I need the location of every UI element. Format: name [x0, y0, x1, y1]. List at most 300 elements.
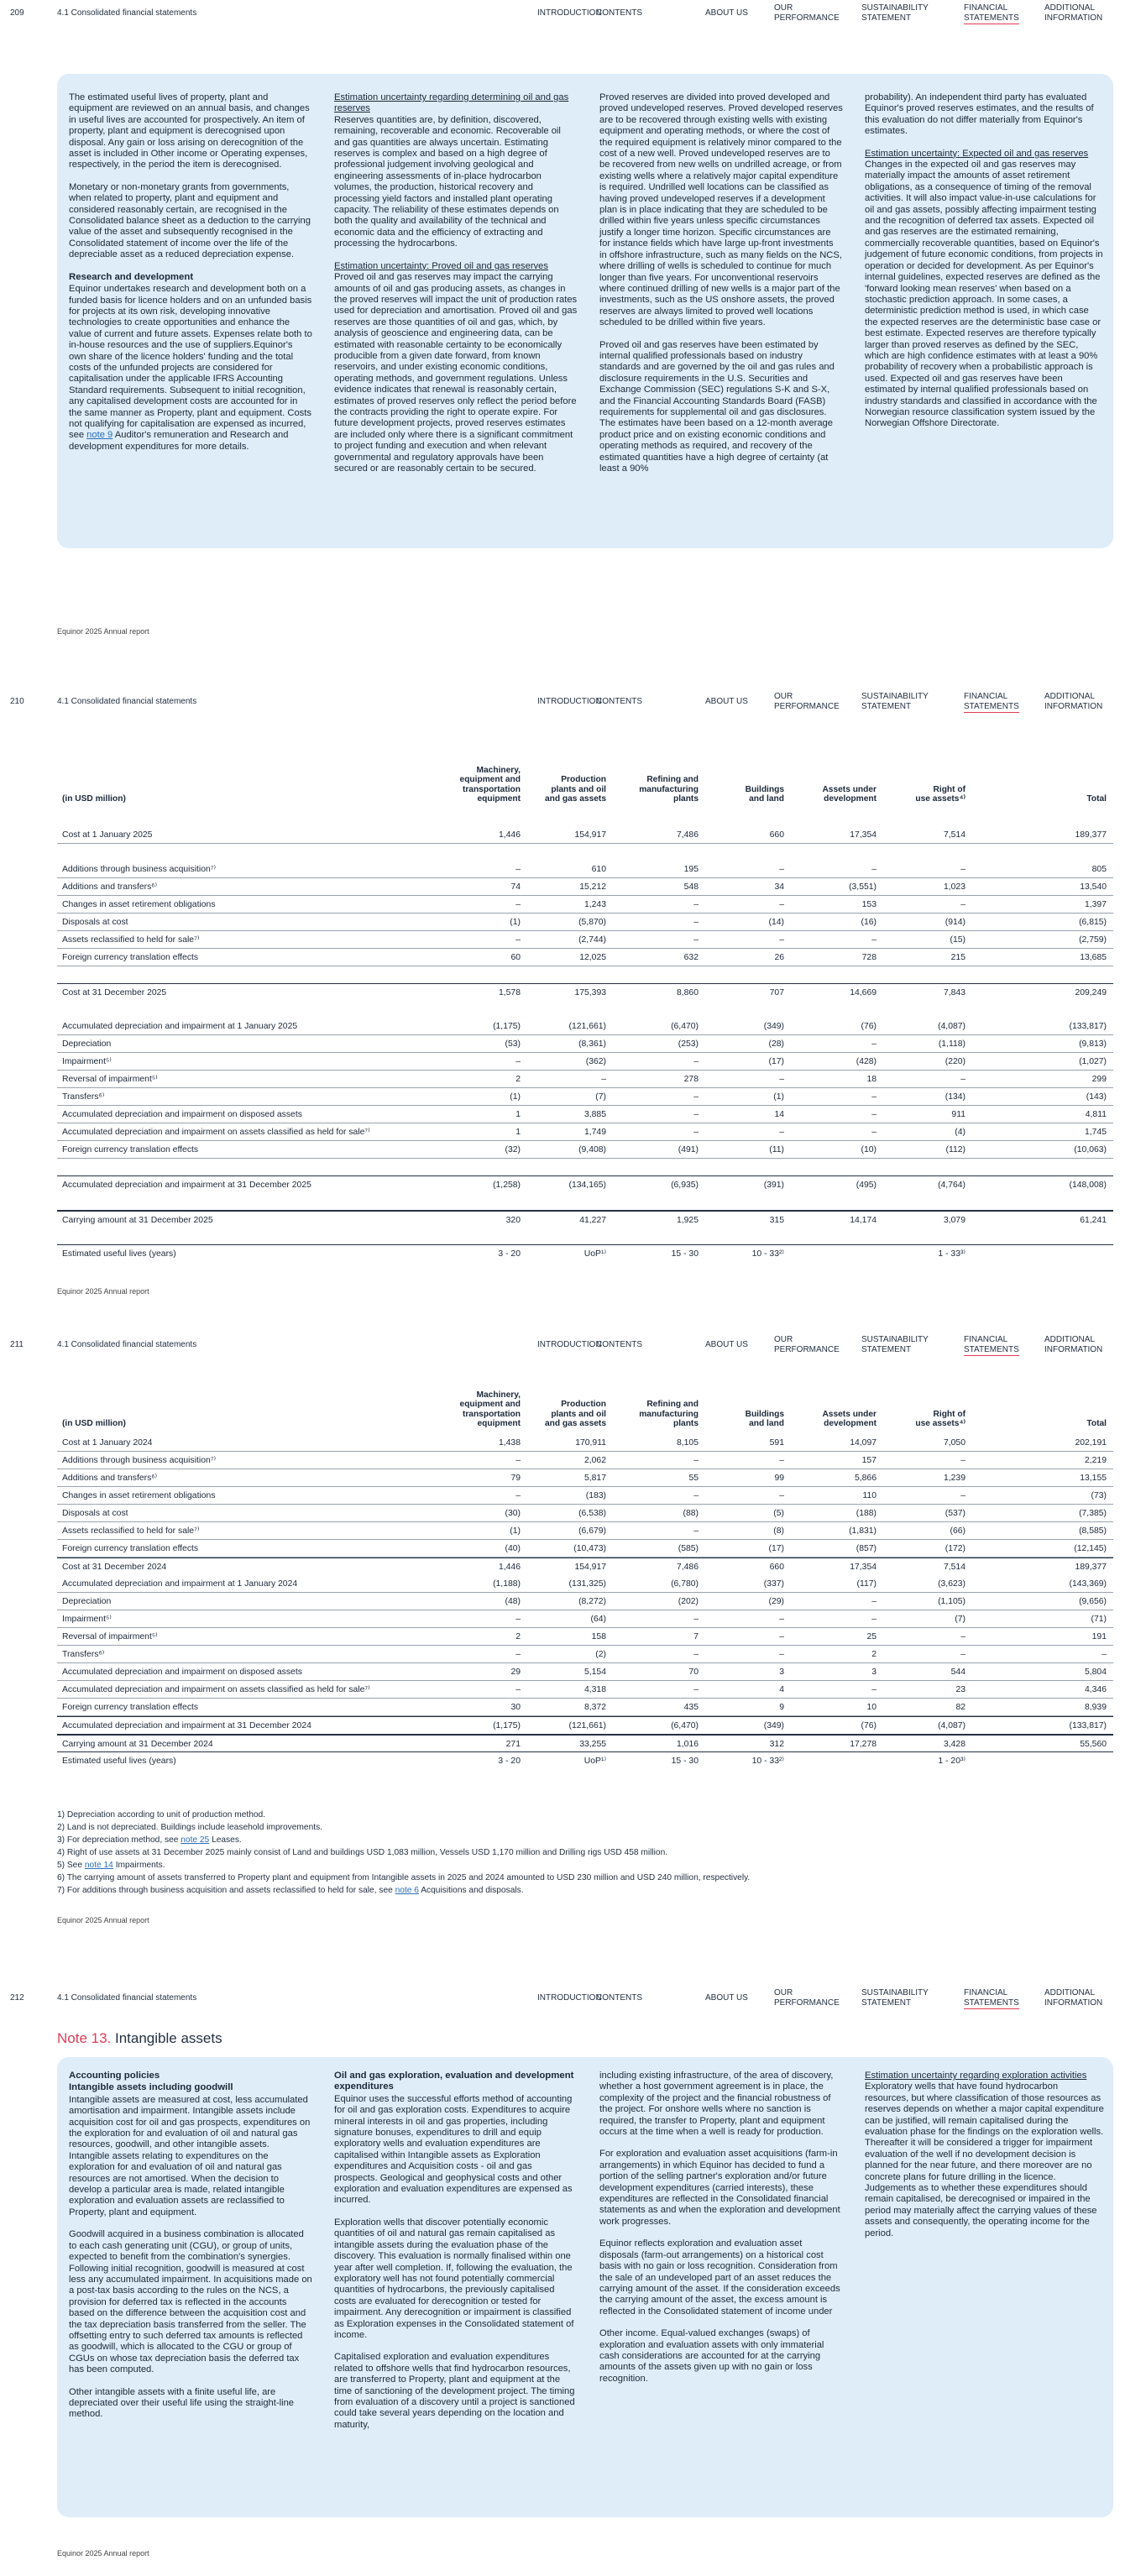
column-header-line: and gas assets [544, 794, 606, 804]
row-label: Cost at 31 December 2025 [62, 988, 167, 997]
table-header [57, 741, 1113, 809]
nav-link-introduction[interactable] [537, 1993, 602, 2003]
table-row [57, 1540, 1113, 1558]
cell-value: – [871, 1615, 877, 1624]
cell-value: 1 [515, 1110, 521, 1119]
row-label: Transfers⁶⁾ [62, 1650, 105, 1659]
column-header-line: and land [749, 1419, 784, 1429]
nav-link-line: FINANCIAL [964, 1335, 1008, 1344]
nav-link-line: STATEMENT [861, 702, 912, 711]
nav-link-about-us[interactable] [705, 1340, 748, 1350]
column-header-line: Machinery, [476, 1390, 521, 1400]
cell-value: (6,470) [671, 1022, 699, 1031]
cell-value: 17,354 [850, 1563, 877, 1572]
cell-value: 8,372 [583, 1703, 606, 1712]
cell-value: (1,105) [938, 1597, 965, 1606]
table-row [57, 1522, 1113, 1540]
cell-value: (11) [769, 1145, 784, 1154]
cell-value: – [515, 1615, 521, 1624]
column-header [801, 785, 877, 804]
table-row [57, 1469, 1113, 1487]
cell-value: (428) [856, 1057, 877, 1066]
column-header [801, 1410, 877, 1429]
cell-value: 4,318 [583, 1685, 606, 1694]
subheading: Intangible assets including goodwill [69, 2082, 233, 2093]
cell-value: (117) [856, 1579, 877, 1589]
nav-link-line: OUR [774, 1988, 793, 1997]
table-row [57, 1106, 1113, 1123]
nav-link-additional-information[interactable] [1044, 692, 1102, 712]
text-column-4 [865, 2071, 1104, 2250]
cell-value: (4,764) [938, 1181, 965, 1190]
paragraph-text: Exploration wells that discover potentially economic quantities of oil and natural gas remain capitalised as intangible assets during the evaluation phase of the discovery. This evaluation is normally finalised within one year after well completion. If, following the evaluation, the exploratory well has not found potentially commercial quantities of hydrocarbons, the previously capitalised costs are evaluated for derecognition or tested for impairment. Any derecognition or impairment is classified as Exploration expenses in the Consolidated statement of income. [334, 2217, 574, 2340]
row-label: Accumulated depreciation and impairment at 1 January 2024 [62, 1579, 298, 1589]
nav-link-contents[interactable] [596, 8, 642, 18]
cell-value: (1,831) [849, 1526, 877, 1536]
row-label: Cost at 1 January 2024 [62, 1438, 153, 1448]
cell-value: 5,817 [583, 1474, 606, 1483]
cell-value: – [693, 1456, 699, 1465]
row-label: Accumulated depreciation and impairment on assets classified as held for sale⁷⁾ [62, 1685, 370, 1694]
cell-value: – [515, 1456, 521, 1465]
footnote [57, 1872, 1107, 1884]
cell-value: – [693, 1092, 699, 1102]
column-header [890, 1410, 965, 1429]
cell-value: 41,227 [579, 1216, 606, 1225]
cell-value: (134) [945, 1092, 965, 1102]
paragraph-text: Proved oil and gas reserves have been estimated by internal qualified professionals based on industry standards and are governed by the oil and gas rules and disclosure requirements in the U.S. Securities and Exchange Commission (SEC) regulations S-K and S-X, and the Financial Accounting Standards Board (FASB) requirements for supplemental oil and gas disclosures. The estimates have been based on a 12-month average product price and on existing economic conditions and operating methods as required, and recovery of the estimated quantities have a high degree of certainty (at least a 90% [599, 339, 835, 474]
cell-value: (1,118) [938, 1039, 965, 1049]
cell-value: 110 [862, 1491, 877, 1500]
cell-value: (143) [1086, 1092, 1107, 1102]
cell-value: (4) [955, 1128, 965, 1137]
cell-value: (172) [945, 1544, 965, 1553]
nav-link-line: INFORMATION [1044, 1345, 1103, 1354]
column-header-line: Total [1086, 794, 1107, 804]
cell-value: – [960, 1632, 965, 1641]
nav-link-financial-statements[interactable] [964, 1988, 1019, 2009]
nav-link-introduction[interactable] [537, 8, 602, 18]
section-title: 4.1 Consolidated financial statements [57, 697, 197, 706]
cell-value: 154,917 [574, 1563, 606, 1572]
nav-link-sustainability-statement[interactable] [861, 3, 929, 24]
cell-value: – [779, 1075, 784, 1084]
cell-value: 55,560 [1080, 1740, 1107, 1749]
cell-value: (2) [595, 1650, 606, 1659]
column-header-line: Production [561, 1400, 606, 1410]
cell-value: (3,551) [849, 882, 877, 892]
page-header [0, 1985, 1146, 2018]
nav-link-line: SUSTAINABILITY [861, 692, 929, 701]
cell-value: – [693, 1615, 699, 1624]
cell-value: (857) [856, 1544, 877, 1553]
cell-value: (133,817) [1069, 1721, 1107, 1730]
cell-value: 55 [688, 1474, 699, 1483]
cell-value: 15,212 [579, 882, 606, 892]
cell-value: (6,935) [671, 1181, 699, 1190]
cell-value: – [960, 1075, 965, 1084]
nav-link-line: ABOUT US [705, 1340, 748, 1349]
cell-value: 195 [683, 865, 699, 874]
footnote [57, 1821, 1107, 1834]
cell-value: 1,239 [943, 1474, 965, 1483]
nav-link-about-us[interactable] [705, 697, 748, 707]
cell-value: 25 [866, 1632, 877, 1641]
cell-value: – [871, 1110, 877, 1119]
unit-label: (in USD million) [62, 794, 126, 804]
paragraph-text: Other intangible assets with a finite useful life, are depreciated over their useful life using the straight-line method. [69, 2386, 295, 2420]
row-label: Accumulated depreciation and impairment at 31 December 2025 [62, 1181, 311, 1190]
nav-link-line: INTRODUCTION [537, 8, 602, 18]
nav-link-our-performance[interactable] [774, 3, 840, 24]
cell-value: (1) [510, 1526, 521, 1536]
row-label: Depreciation [62, 1597, 112, 1606]
nav-link-our-performance[interactable] [774, 1988, 840, 2008]
cell-value: 79 [510, 1474, 521, 1483]
nav-link-line: STATEMENT [861, 1998, 912, 2008]
column-header [428, 766, 521, 804]
nav-link-line: STATEMENTS [964, 1345, 1019, 1354]
cell-value: (8) [773, 1526, 784, 1536]
cell-value: 153 [861, 900, 877, 909]
text-column-2 [334, 92, 578, 485]
cell-value: 74 [510, 882, 521, 892]
page-header [0, 0, 1146, 34]
nav-link-line: FINANCIAL [964, 3, 1008, 13]
ppe-table-2024 [57, 1384, 1113, 1769]
cell-value: – [960, 1650, 965, 1659]
text-panel [57, 2057, 1113, 2517]
cell-value: 1,438 [498, 1438, 521, 1448]
text-panel [57, 74, 1113, 548]
nav-link-our-performance[interactable] [774, 692, 840, 712]
column-header-line: transportation [462, 1409, 521, 1419]
row-label: Depreciation [62, 1039, 112, 1049]
cell-value: – [693, 1526, 699, 1536]
cell-value: 320 [505, 1216, 521, 1225]
cell-value: (362) [585, 1057, 606, 1066]
cell-value: (14) [768, 918, 784, 927]
paragraph-text: For exploration and evaluation asset acquisitions (farm-in arrangements) in which Equinor has decided to fund a portion of the selling partner's exploration and/or future development expenditures (carried interests), these expenditures are reflected in the Consolidated financial statements as and when the exploration and development work progresses. [599, 2149, 840, 2227]
cell-value: 154,917 [574, 830, 606, 840]
cell-value: 3 - 20 [498, 1249, 521, 1259]
cell-value: 278 [683, 1075, 699, 1084]
cell-value: 610 [591, 865, 606, 874]
cell-value: (202) [678, 1597, 699, 1606]
cell-value: (12,145) [1074, 1544, 1107, 1553]
cell-value: 157 [861, 1456, 877, 1465]
paragraph-text: Goodwill acquired in a business combination is allocated to each cash generating unit (CGU), or group of units, expected to benefit from the combination's synergies. Following initial recognition, goodwill is measured at cost less any accumulated impairment. In acquisitions made on a post-tax basis according to the rules on the NCS, a provision for deferred tax is reflected in the accounts based on the difference between the acquisition cost and the tax depreciation basis transferred from the seller. The offsetting entry to such deferred tax amounts is reflected as goodwill, which is allocated to the CGU or group of CGUs on whose tax depreciation basis the deferred tax has been computed. [69, 2229, 312, 2375]
cell-value: 805 [1091, 865, 1107, 874]
cell-value: 1,745 [1084, 1128, 1107, 1137]
cell-value: 3,428 [943, 1740, 965, 1749]
paragraph-text: Capitalised exploration and evaluation expenditures related to offshore wells that find hydrocarbon resources, are transferred to Property, plant and equipment at the time of sanctioning of the development project. The timing from evaluation of a discovery until a project is sanctioned could take several years depending on the location and maturity, [334, 2352, 575, 2430]
note-link[interactable]: note 25 [181, 1835, 210, 1845]
footnote-text: 3) For depreciation method, see [57, 1835, 181, 1845]
column-header [428, 1390, 521, 1429]
cell-value: 189,377 [1075, 830, 1107, 840]
cell-value: (76) [861, 1721, 877, 1730]
cell-value: 1,016 [676, 1740, 699, 1749]
footnote-text: 1) Depreciation according to unit of production method. [57, 1810, 266, 1819]
column-header-line: Assets under [822, 784, 877, 794]
cell-value: 9 [779, 1703, 784, 1712]
column-header-line: Machinery, [476, 765, 521, 775]
row-spacer [57, 1228, 1113, 1244]
cell-value: (5) [773, 1509, 784, 1518]
cell-value: 15 - 30 [671, 1249, 699, 1259]
cell-value: (2,744) [578, 935, 606, 945]
paragraph [69, 182, 312, 261]
table-row [57, 1123, 1113, 1141]
subheading-underlined: Estimation uncertainty: Proved oil and gas reserves [334, 260, 548, 271]
page-number: 209 [10, 8, 24, 18]
paragraph [69, 2071, 312, 2218]
row-label: Additions through business acquisition⁷⁾ [62, 865, 217, 874]
cell-value: 660 [769, 830, 784, 840]
table-row [57, 1575, 1113, 1593]
paragraph-text: Equinor uses the successful efforts method of accounting for oil and gas exploration costs. Expenditures to acquire mineral interests in oil and gas properties, including signature bonuses, expenditures to drill and equip exploratory wells and evaluation expenditures are capitalised within Intangible assets as Exploration expenditures and Acquisition costs - oil and gas prospects. Geological and geophysical costs and other exploration and evaluation expenditures are expensed as incurred. [334, 2093, 573, 2206]
nav-link-additional-information[interactable] [1044, 1988, 1102, 2008]
nav-link-additional-information[interactable] [1044, 1335, 1102, 1355]
nav-link-about-us[interactable] [705, 1993, 748, 2003]
cell-value: 2,219 [1084, 1456, 1107, 1465]
cell-value: (337) [763, 1579, 784, 1589]
cell-value: – [693, 1650, 699, 1659]
cell-value: – [515, 1057, 521, 1066]
cell-value: – [693, 1128, 699, 1137]
cell-value: (121,661) [568, 1721, 606, 1730]
cell-value: – [1102, 1650, 1107, 1659]
cell-value: (32) [505, 1145, 521, 1154]
table-row [57, 1558, 1113, 1575]
cell-value: 299 [1091, 1075, 1107, 1084]
cell-value: – [779, 1128, 784, 1137]
page-header [0, 689, 1146, 722]
row-label: Accumulated depreciation and impairment on disposed assets [62, 1110, 302, 1119]
footnote-text: Impairments. [113, 1861, 165, 1870]
nav-link-sustainability-statement[interactable] [861, 1988, 929, 2008]
cell-value: (17) [768, 1544, 784, 1553]
nav-link-introduction[interactable] [537, 1340, 602, 1350]
note-link[interactable]: note 6 [395, 1886, 419, 1895]
paragraph-text: Changes in the expected oil and gas reserves may materially impact the amounts of asset retirement obligations, as a consequence of timing of the removal activities. It will also impact value-in-use calculations for oil and gas assets, possibly affecting impairment testing and the recognition of deferred tax assets. Expected oil and gas reserves are the estimated remaining, commercially recoverable quantities, based on Equinor's judgement of future economic conditions, from projects in operation or decided for development. As per Equinor's internal guidelines, expected reserves are defined as the 'forward looking mean reserves' when based on a stochastic prediction approach. In some cases, a deterministic prediction method is used, in which case the expected reserves are the deterministic base case or best estimate. Expected reserves are therefore typically larger than proved reserves as defined by the SEC, which are high confidence estimates with at least a 90% probability of recovery when a probabilistic approach is used. Expected oil and gas reserves have been estimated by internal qualified professionals based on industry standards and classified in accordance with the Norwegian resource classification system issued by the Norwegian Offshore Directorate. [865, 160, 1103, 429]
cell-value: (121,661) [568, 1022, 606, 1031]
cell-value: (112) [945, 1145, 965, 1154]
paragraph [865, 2071, 1104, 2239]
cell-value: – [515, 865, 521, 874]
nav-link-sustainability-statement[interactable] [861, 692, 929, 712]
cell-value: 170,911 [575, 1438, 606, 1448]
cell-value: – [871, 1685, 877, 1694]
cell-value: – [693, 1057, 699, 1066]
cell-value: 1,397 [1084, 900, 1107, 909]
table-footnotes [57, 1809, 1107, 1897]
table-row [57, 1734, 1113, 1751]
page-210 [0, 689, 1146, 1310]
cell-value: (1,027) [1079, 1057, 1107, 1066]
cell-value: 10 [866, 1703, 877, 1712]
paragraph-text: Proved reserves are divided into proved developed and proved undeveloped reserves. Proved developed reserves are to be recovered through existing wells with existing equipment and operating methods, or where the cost of the required equipment is relatively minor compared to the cost of a new well. Proved undeveloped reserves are to be recovered from new wells on undrilled acreage, or from existing wells where a relatively major capital expenditure is required. Undrilled well locations can be classified as having proved undeveloped reserves if a development plan is in place indicating that they are scheduled to be drilled within five years unless specific circumstances justify a longer time horizon. Specific circumstances are for instance fields which have large up-front investments in offshore infrastructure, such as many fields on the NCS, where drilling of wells is scheduled to continue for much longer than five years. For unconventional reservoirs where continued drilling of new wells is a major part of the investments, such as the US onshore assets, the proved reserves are always limited to proved well locations scheduled to be drilled within five years. [599, 92, 843, 328]
cell-value: 7,486 [676, 1563, 699, 1572]
nav-link-line: ABOUT US [705, 697, 748, 706]
cell-value: 4,346 [1084, 1685, 1107, 1694]
column-header [717, 785, 784, 804]
cell-value: – [871, 865, 877, 874]
subheading: Research and development [69, 271, 194, 282]
cell-value: (391) [763, 1181, 784, 1190]
column-header-line: Right of [933, 1409, 965, 1419]
cell-value: (1) [510, 1092, 521, 1102]
note-link[interactable]: note 9 [86, 430, 113, 441]
footnote [57, 1846, 1107, 1859]
column-header-line: and gas assets [544, 1419, 606, 1429]
row-label: Impairment⁵⁾ [62, 1057, 112, 1066]
cell-value: (585) [678, 1544, 699, 1553]
cell-value: (1,188) [493, 1579, 521, 1589]
text-column-3 [599, 2071, 843, 2395]
cell-value: (495) [856, 1181, 877, 1190]
cell-value: (7) [595, 1092, 606, 1102]
cell-value: 61,241 [1080, 1216, 1107, 1225]
nav-link-financial-statements[interactable] [964, 1335, 1019, 1356]
nav-link-our-performance[interactable] [774, 1335, 840, 1355]
paragraph [69, 92, 312, 171]
cell-value: 17,354 [850, 830, 877, 840]
cell-value: – [960, 900, 965, 909]
footnote [57, 1884, 1107, 1897]
cell-value: – [779, 1650, 784, 1659]
page-212 [0, 1985, 1146, 2576]
cell-value: 728 [861, 953, 877, 962]
cell-value: (5,870) [578, 918, 606, 927]
row-label: Impairment⁵⁾ [62, 1615, 112, 1624]
paragraph [69, 2387, 312, 2421]
table-row [57, 1175, 1113, 1193]
column-header-line: plants and oil [551, 784, 606, 794]
table-row [57, 878, 1113, 896]
footnote [57, 1859, 1107, 1872]
cell-value: 15 - 30 [671, 1757, 699, 1766]
nav-link-line: STATEMENT [861, 1345, 912, 1354]
cell-value: 8,939 [1084, 1703, 1107, 1712]
cell-value: (8,361) [578, 1039, 606, 1049]
cell-value: – [515, 1650, 521, 1659]
cell-value: – [871, 1128, 877, 1137]
nav-link-contents[interactable] [596, 697, 642, 707]
table-row [57, 1088, 1113, 1106]
column-header-line: Assets under [822, 1409, 877, 1419]
subheading-underlined: Estimation uncertainty regarding determining oil and gas reserves [334, 92, 569, 114]
cell-value: – [693, 935, 699, 945]
cell-value: (914) [945, 918, 965, 927]
cell-value: (1) [510, 918, 521, 927]
footer: Equinor 2025 Annual report [57, 627, 149, 636]
nav-link-contents[interactable] [596, 1993, 642, 2003]
cell-value: 271 [505, 1740, 521, 1749]
cell-value: (7) [955, 1615, 965, 1624]
cell-value: 13,155 [1080, 1474, 1107, 1483]
nav-link-about-us[interactable] [705, 8, 748, 18]
cell-value: 70 [688, 1668, 699, 1677]
cell-value: (30) [505, 1509, 521, 1518]
table-row [57, 1434, 1113, 1452]
cell-value: 7,514 [943, 830, 965, 840]
table-row [57, 1071, 1113, 1088]
cell-value: – [779, 900, 784, 909]
nav-link-line: ABOUT US [705, 8, 748, 18]
cell-value: – [960, 1456, 965, 1465]
paragraph-text: Other income. Equal-valued exchanges (swaps) of exploration and evaluation assets with only immaterial cash considerations are accounted for at the carrying amounts of the assets given up with no gain or loss recognition. [599, 2328, 824, 2384]
row-label: Cost at 31 December 2024 [62, 1563, 167, 1572]
column-header-line: development [824, 794, 877, 804]
cell-value: (16) [861, 918, 877, 927]
cell-value: (15) [950, 935, 965, 945]
row-label: Additions and transfers⁶⁾ [62, 882, 158, 892]
nav-link-line: FINANCIAL [964, 692, 1008, 701]
cell-value: 660 [769, 1563, 784, 1572]
cell-value: (349) [763, 1022, 784, 1031]
column-header-line: Refining and [646, 1400, 699, 1410]
nav-link-sustainability-statement[interactable] [861, 1335, 929, 1355]
cell-value: – [871, 1092, 877, 1102]
cell-value: 1,446 [498, 1563, 521, 1572]
row-label: Estimated useful lives (years) [62, 1757, 176, 1766]
nav-link-financial-statements[interactable] [964, 692, 1019, 713]
note-link[interactable]: note 14 [84, 1861, 113, 1870]
nav-link-additional-information[interactable] [1044, 3, 1102, 24]
cell-value: (48) [505, 1597, 521, 1606]
paragraph [334, 2217, 578, 2341]
cell-value: 2 [871, 1650, 877, 1659]
nav-link-line: OUR [774, 3, 793, 13]
cell-value: 3 - 20 [498, 1757, 521, 1766]
cell-value: – [871, 935, 877, 945]
column-header-line: equipment and [459, 1400, 521, 1410]
section-title: 4.1 Consolidated financial statements [57, 1993, 197, 2003]
nav-link-line: ADDITIONAL [1044, 692, 1096, 701]
cell-value: 33,255 [579, 1740, 606, 1749]
cell-value: UoP¹⁾ [583, 1757, 606, 1766]
footnote-text: 2) Land is not depreciated. Buildings include leasehold improvements. [57, 1823, 323, 1832]
cell-value: (29) [768, 1597, 784, 1606]
row-spacer [57, 966, 1113, 983]
cell-value: (17) [768, 1057, 784, 1066]
row-label: Additions through business acquisition⁷⁾ [62, 1456, 217, 1465]
cell-value: (4,087) [938, 1022, 965, 1031]
section-title: 4.1 Consolidated financial statements [57, 1340, 197, 1349]
table-row [57, 1018, 1113, 1035]
nav-link-financial-statements[interactable] [964, 3, 1019, 24]
column-header-line: manufacturing [639, 784, 699, 794]
ppe-table-2025 [57, 741, 1113, 1262]
nav-link-introduction[interactable] [537, 697, 602, 707]
table-row [57, 1487, 1113, 1505]
row-label: Assets reclassified to held for sale⁷⁾ [62, 1526, 200, 1536]
cell-value: (143,369) [1069, 1579, 1107, 1589]
cell-value: 1,243 [583, 900, 606, 909]
cell-value: 707 [769, 988, 784, 997]
paragraph-text: Exploratory wells that have found hydrocarbon resources, but where classification of those resources as reserves depends on whether a major capital expenditure can be justified, will remain capitalised during the evaluation phase for the findings on the exploration wells. Thereafter it will be considered a trigger for impairment evaluation of the well if no development decision is planned for the near future, and there moreover are no concrete plans for future drilling in the licence. Judgements as to whether these expenditures should remain capitalised, be derecognised or impaired in the period may materially affect the carrying values of these assets and consequently, the operating income for the period. [865, 2081, 1104, 2238]
cell-value: 10 - 33²⁾ [751, 1757, 784, 1766]
nav-link-contents[interactable] [596, 1340, 642, 1350]
cell-value: 1,446 [498, 830, 521, 840]
footnote-text: Leases. [209, 1835, 242, 1845]
cell-value: (6,470) [671, 1721, 699, 1730]
column-header [717, 1410, 784, 1429]
cell-value: (1,175) [493, 1022, 521, 1031]
cell-value: (66) [950, 1526, 965, 1536]
